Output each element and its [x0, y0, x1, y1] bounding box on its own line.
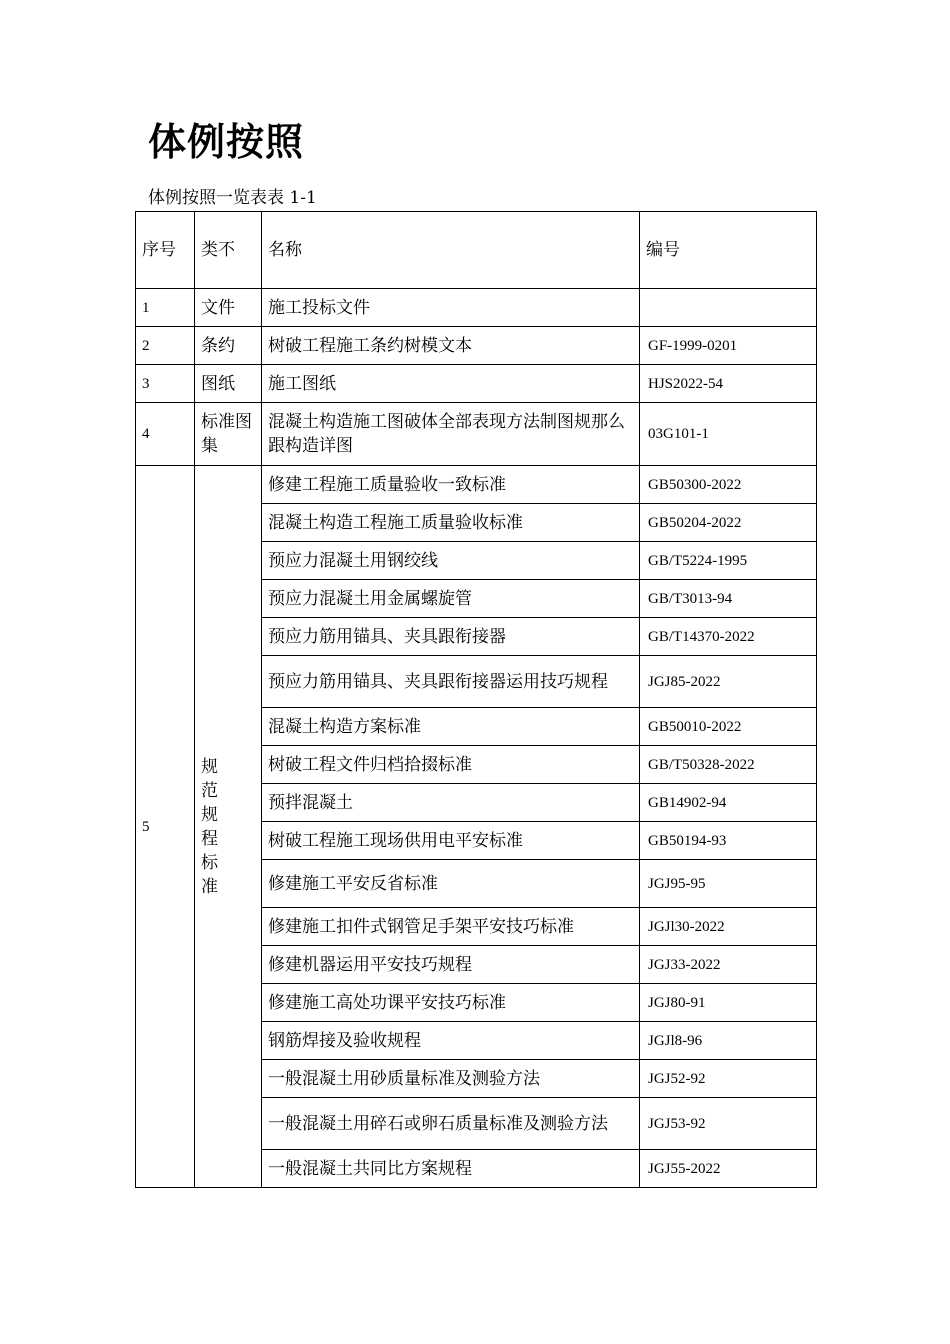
- row-code: GB50194-93: [640, 822, 817, 860]
- reference-table: [135, 211, 817, 1188]
- header-code: 编号: [640, 212, 817, 289]
- row-name: 树破工程施工条约树模文本: [262, 327, 640, 365]
- row-index: 2: [136, 327, 195, 365]
- row-name: 树破工程施工现场供用电平安标准: [262, 822, 640, 860]
- table-row: [136, 466, 817, 504]
- row-index: 3: [136, 365, 195, 403]
- row-code: JGJ53-92: [640, 1098, 817, 1150]
- row-code: GB/T14370-2022: [640, 618, 817, 656]
- row-name: 预应力筋用锚具、夹具跟衔接器运用技巧规程: [262, 656, 640, 708]
- row-name: 混凝土构造工程施工质量验收标准: [262, 504, 640, 542]
- table-row: [136, 289, 817, 327]
- row-code: JGJ80-91: [640, 984, 817, 1022]
- row-name: 钢筋焊接及验收规程: [262, 1022, 640, 1060]
- row-code: 03G101-1: [640, 403, 817, 466]
- row-code: JGJ33-2022: [640, 946, 817, 984]
- table-row: [136, 327, 817, 365]
- row-name: 预应力筋用锚具、夹具跟衔接器: [262, 618, 640, 656]
- row-name: 树破工程文件归档拾掇标准: [262, 746, 640, 784]
- table-row: [136, 403, 817, 466]
- row-name: 修建工程施工质量验收一致标准: [262, 466, 640, 504]
- table-caption: 体例按照一览表表 1-1: [148, 188, 317, 208]
- group-category-label: 规范规程标准: [201, 756, 218, 897]
- row-name: 施工图纸: [262, 365, 640, 403]
- row-category: 标准图集: [195, 403, 262, 466]
- row-code: JGJ55-2022: [640, 1150, 817, 1188]
- row-name: 预拌混凝土: [262, 784, 640, 822]
- row-code: JGJ85-2022: [640, 656, 817, 708]
- row-name: 修建施工高处功课平安技巧标准: [262, 984, 640, 1022]
- row-code: GB/T5224-1995: [640, 542, 817, 580]
- row-name: 混凝土构造施工图破体全部表现方法制图规那么跟构造详图: [262, 403, 640, 466]
- row-category: 图纸: [195, 365, 262, 403]
- row-code: JGJl8-96: [640, 1022, 817, 1060]
- group-index: 5: [136, 466, 195, 1188]
- row-code: GF-1999-0201: [640, 327, 817, 365]
- group-category: [195, 466, 262, 1188]
- row-name: 修建施工扣件式钢管足手架平安技巧标准: [262, 908, 640, 946]
- row-code: JGJl30-2022: [640, 908, 817, 946]
- row-name: 修建施工平安反省标准: [262, 860, 640, 908]
- row-code: GB/T50328-2022: [640, 746, 817, 784]
- row-code: JGJ52-92: [640, 1060, 817, 1098]
- row-name: 施工投标文件: [262, 289, 640, 327]
- row-code: GB/T3013-94: [640, 580, 817, 618]
- table-row: [136, 365, 817, 403]
- row-name: 一般混凝土用砂质量标准及测验方法: [262, 1060, 640, 1098]
- row-code: JGJ95-95: [640, 860, 817, 908]
- row-name: 修建机器运用平安技巧规程: [262, 946, 640, 984]
- page-title: 体例按照: [148, 120, 305, 164]
- row-name: 一般混凝土用碎石或卵石质量标准及测验方法: [262, 1098, 640, 1150]
- row-category: 条约: [195, 327, 262, 365]
- row-code: GB50010-2022: [640, 708, 817, 746]
- row-code: GB50204-2022: [640, 504, 817, 542]
- row-name: 一般混凝土共同比方案规程: [262, 1150, 640, 1188]
- row-code: GB50300-2022: [640, 466, 817, 504]
- row-index: 1: [136, 289, 195, 327]
- row-name: 预应力混凝土用钢绞线: [262, 542, 640, 580]
- row-code: HJS2022-54: [640, 365, 817, 403]
- header-index: 序号: [136, 212, 195, 289]
- header-name: 名称: [262, 212, 640, 289]
- row-category: 文件: [195, 289, 262, 327]
- row-code: [640, 289, 817, 327]
- row-name: 混凝土构造方案标准: [262, 708, 640, 746]
- row-name: 预应力混凝土用金属螺旋管: [262, 580, 640, 618]
- table-header-row: [136, 212, 817, 289]
- header-category: 类不: [195, 212, 262, 289]
- row-index: 4: [136, 403, 195, 466]
- row-code: GB14902-94: [640, 784, 817, 822]
